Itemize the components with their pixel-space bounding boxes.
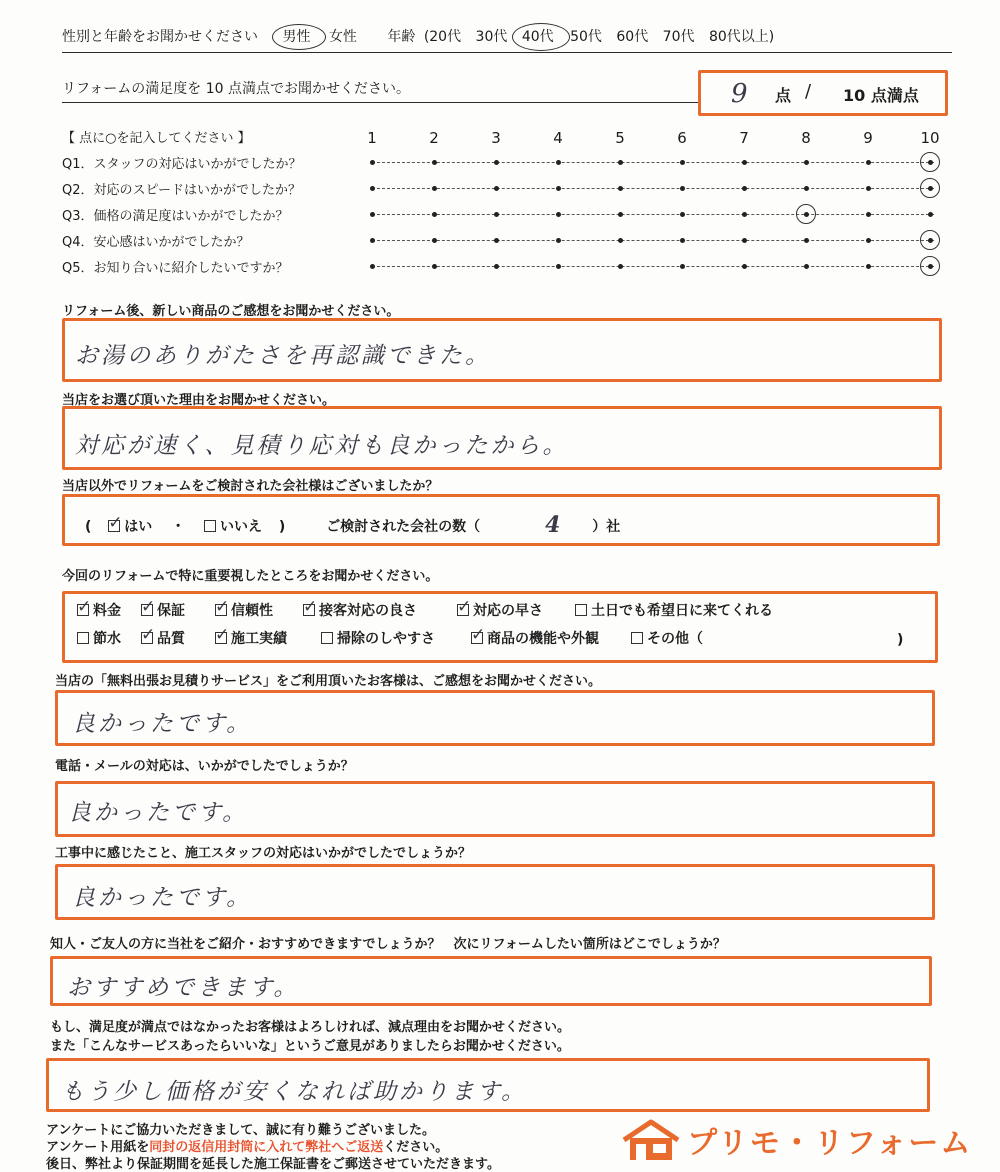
rating-question-label: Q3．価格の満足度はいかがでしたか？: [62, 209, 289, 224]
rating-answer-circle: [796, 204, 816, 224]
rating-answer-circle: [920, 178, 940, 198]
rating-option-dot[interactable]: [804, 264, 809, 269]
rating-option-dot[interactable]: [804, 160, 809, 165]
rating-answer-circle: [920, 230, 940, 250]
footer-line1: アンケートにご協力いただきまして、誠に有り難うございました。: [46, 1123, 435, 1138]
s4-checkbox[interactable]: [457, 604, 469, 616]
s4-option[interactable]: [77, 600, 121, 620]
rating-option-dot[interactable]: [618, 212, 623, 217]
s4-option-label: その他（: [647, 631, 703, 647]
s7-answer: 良かったです。: [72, 885, 253, 911]
s3-yes-label: はい: [124, 519, 153, 535]
score-max: 10 点満点: [843, 86, 919, 105]
rating-option-dot[interactable]: [742, 264, 747, 269]
rating-option-dot[interactable]: [680, 238, 685, 243]
s4-answer-box: [62, 591, 938, 663]
s4-option[interactable]: [631, 628, 703, 648]
s7-answer-box: [55, 864, 935, 920]
rating-option-dot[interactable]: [742, 212, 747, 217]
s5-answer: 良かったです。: [72, 711, 253, 737]
s3-count: 4: [545, 512, 564, 538]
rating-answer-circle: [920, 152, 940, 172]
rating-option-dot[interactable]: [494, 186, 499, 191]
brand-name: プリモ・リフォーム: [687, 1126, 973, 1161]
rating-option-dot[interactable]: [618, 238, 623, 243]
rating-option-dot[interactable]: [432, 238, 437, 243]
rating-option-dot[interactable]: [370, 264, 375, 269]
s4-checkbox[interactable]: [77, 604, 89, 616]
s4-option-label: 料金: [93, 603, 121, 619]
s6-question: 電話・メールの対応は、いかがでしたでしょうか？: [55, 759, 354, 774]
rating-option-dot[interactable]: [370, 160, 375, 165]
scale-number: 4: [553, 129, 563, 147]
rating-option-dot[interactable]: [370, 186, 375, 191]
s7-question: 工事中に感じたこと、施工スタッフの対応はいかがでしたでしょうか？: [55, 846, 472, 861]
s4-checkbox[interactable]: [631, 632, 643, 644]
rating-option-dot[interactable]: [866, 186, 871, 191]
rating-option-dot[interactable]: [804, 238, 809, 243]
s8-answer: おすすめできます。: [67, 975, 300, 1001]
rating-scale-line: [372, 240, 934, 241]
s4-option[interactable]: [471, 628, 599, 648]
age-80: 80代以上): [708, 29, 775, 45]
age-40: 40代: [522, 29, 558, 45]
s4-option[interactable]: [575, 600, 773, 620]
rating-option-dot[interactable]: [494, 264, 499, 269]
score-unit: 点: [775, 86, 792, 105]
age-70: 70代: [662, 29, 695, 45]
rating-option-dot[interactable]: [866, 160, 871, 165]
rating-question-label: Q4．安心感はいかがでしたか？: [62, 235, 250, 250]
satisfaction-rule: [62, 102, 698, 103]
scale-number: 6: [677, 129, 687, 147]
s4-option-label: 保証: [157, 603, 185, 619]
s4-option[interactable]: [457, 600, 543, 620]
s4-option[interactable]: [321, 628, 435, 648]
s3-question: 当店以外でリフォームをご検討された会社様はございましたか？: [62, 479, 439, 494]
s3-open: (: [85, 519, 92, 535]
rating-option-dot[interactable]: [804, 186, 809, 191]
rating-scale-line: [372, 266, 934, 267]
s2-question: 当店をお選び頂いた理由をお聞かせください。: [62, 393, 336, 408]
rating-option-dot[interactable]: [742, 160, 747, 165]
scale-number: 8: [801, 129, 811, 147]
s4-checkbox[interactable]: [141, 604, 153, 616]
footer-line3: 後日、弊社より保証期間を延長した施工保証書をご郵送させていただきます。: [46, 1157, 500, 1172]
scale-number: 1: [367, 129, 377, 147]
s5-question: 当店の「無料出張お見積りサービス」をご利用頂いたお客様は、ご感想をお聞かせください。: [55, 674, 602, 689]
s4-option-label: 接客対応の良さ: [319, 603, 417, 619]
s3-options: [85, 511, 620, 537]
s4-checkbox[interactable]: [215, 604, 227, 616]
s9-question-line2: また「こんなサービスあったらいいな」というご意見がありましたらお聞かせください。: [50, 1039, 570, 1054]
s4-checkbox[interactable]: [303, 604, 315, 616]
rating-option-dot[interactable]: [432, 212, 437, 217]
s4-option-label: 商品の機能や外観: [487, 631, 599, 647]
age-label: 年齢: [387, 29, 416, 45]
s1-question: リフォーム後、新しい商品のご感想をお聞かせください。: [62, 304, 400, 319]
header-rule: [62, 52, 952, 53]
rating-option-dot[interactable]: [432, 264, 437, 269]
s3-answer-box: [62, 494, 940, 546]
s4-checkbox[interactable]: [321, 632, 333, 644]
brand-logo: [620, 1118, 972, 1166]
s4-option-label: 品質: [157, 631, 185, 647]
s3-yes-checkbox[interactable]: [108, 520, 120, 532]
s4-checkbox[interactable]: [77, 632, 89, 644]
score-slash: /: [805, 81, 812, 102]
rating-option-dot[interactable]: [866, 238, 871, 243]
s4-option-label: 掃除のしやすさ: [337, 631, 435, 647]
rating-option-dot[interactable]: [680, 212, 685, 217]
age-30: 30代: [475, 29, 508, 45]
gender-female: 女性: [328, 29, 357, 45]
rating-option-dot[interactable]: [432, 186, 437, 191]
s4-option[interactable]: [141, 628, 185, 648]
rating-option-dot[interactable]: [494, 238, 499, 243]
s3-close: ): [278, 519, 286, 535]
rating-option-dot[interactable]: [556, 238, 561, 243]
rating-option-dot[interactable]: [742, 186, 747, 191]
gender-age-question: [62, 26, 774, 46]
s4-question: 今回のリフォームで特に重要視したところをお聞かせください。: [62, 569, 439, 584]
s4-option-label: 土日でも希望日に来てくれる: [591, 603, 773, 619]
s6-answer-box: [55, 781, 935, 837]
s4-option-label: 節水: [93, 631, 121, 647]
rating-option-dot[interactable]: [370, 238, 375, 243]
s4-checkbox[interactable]: [141, 632, 153, 644]
s4-option-label: 対応の早さ: [473, 603, 543, 619]
s4-option-label: 信頼性: [231, 603, 273, 619]
rating-answer-circle: [920, 256, 940, 276]
rating-option-dot[interactable]: [556, 186, 561, 191]
s4-checkbox[interactable]: [471, 632, 483, 644]
rating-option-dot[interactable]: [680, 264, 685, 269]
scale-number: 7: [739, 129, 749, 147]
male-circle: [272, 24, 326, 50]
rating-option-dot[interactable]: [494, 212, 499, 217]
scale-number: 9: [863, 129, 873, 147]
rating-option-dot[interactable]: [370, 212, 375, 217]
scale-number: 2: [429, 129, 439, 147]
s8-answer-box: [50, 956, 932, 1006]
age-60: 60代: [616, 29, 649, 45]
rating-option-dot[interactable]: [928, 212, 933, 217]
age-20: (20代: [423, 29, 462, 45]
s9-question-line1: もし、満足度が満点ではなかったお客様はよろしければ、減点理由をお聞かせください。: [50, 1020, 571, 1035]
s1-answer: お湯のありがたさを再認識できた。: [75, 343, 491, 369]
s1-answer-box: [62, 318, 942, 382]
rating-option-dot[interactable]: [680, 186, 685, 191]
rating-scale-line: [372, 162, 934, 163]
s4-option[interactable]: [215, 600, 273, 620]
rating-option-dot[interactable]: [866, 212, 871, 217]
rating-option-dot[interactable]: [556, 160, 561, 165]
rating-question-label: Q1．スタッフの対応はいかがでしたか？: [62, 157, 302, 172]
s3-count-suffix: ）社: [592, 519, 621, 535]
scale-number: 10: [920, 129, 940, 147]
age-circle: [512, 23, 570, 51]
s4-option[interactable]: [141, 600, 185, 620]
rating-option-dot[interactable]: [618, 160, 623, 165]
rating-option-dot[interactable]: [742, 238, 747, 243]
scale-number: 3: [491, 129, 501, 147]
rating-scale-line: [372, 214, 934, 215]
s6-answer: 良かったです。: [68, 800, 249, 826]
rating-option-dot[interactable]: [432, 160, 437, 165]
footer-line2-a: アンケート用紙を: [46, 1140, 150, 1155]
s4-option[interactable]: [77, 628, 121, 648]
s4-checkbox[interactable]: [215, 632, 227, 644]
rating-option-dot[interactable]: [556, 264, 561, 269]
rating-scale-line: [372, 188, 934, 189]
rating-question-label: Q5．お知り合いに紹介したいですか？: [62, 261, 289, 276]
gender-label: 性別と年齢をお聞かせください: [62, 29, 258, 45]
score-value: 9: [731, 79, 751, 109]
rating-option-dot[interactable]: [618, 186, 623, 191]
rating-question-label: Q2．対応のスピードはいかがでしたか？: [62, 183, 301, 198]
footer-line2-red: 同封の返信用封筒に入れて弊社へご返送: [149, 1140, 384, 1155]
s8-question: 知人・ご友人の方に当社をご紹介・おすすめできますでしょうか？ 次にリフォームしたい箇所はどこでしょうか？: [50, 937, 726, 952]
score-box: [698, 70, 948, 116]
s4-other-close: ): [897, 632, 904, 648]
rating-option-dot[interactable]: [494, 160, 499, 165]
age-50: 50代: [570, 29, 602, 45]
rating-option-dot[interactable]: [618, 264, 623, 269]
s3-dot: ・: [171, 519, 186, 535]
s9-answer: もう少し価格が安くなれば助かります。: [61, 1079, 528, 1105]
s3-count-label: ご検討された会社の数（: [326, 519, 481, 535]
house-icon: [620, 1118, 682, 1162]
s3-no-checkbox[interactable]: [204, 520, 216, 532]
s4-checkbox[interactable]: [575, 604, 587, 616]
s4-option[interactable]: [215, 628, 287, 648]
s5-answer-box: [55, 690, 935, 746]
rating-option-dot[interactable]: [866, 264, 871, 269]
s4-option-label: 施工実績: [231, 631, 287, 647]
s9-answer-box: [46, 1058, 930, 1112]
s2-answer-box: [62, 406, 942, 470]
rating-option-dot[interactable]: [556, 212, 561, 217]
s4-option[interactable]: [303, 600, 417, 620]
scale-number: 5: [615, 129, 625, 147]
gender-male: 男性: [282, 29, 314, 45]
rating-instruction: 【 点に○を記入してください 】: [62, 131, 251, 146]
footer-line2-b: ください。: [383, 1140, 449, 1155]
s2-answer: 対応が速く、見積り応対も良かったから。: [75, 433, 569, 459]
rating-option-dot[interactable]: [680, 160, 685, 165]
s3-no-label: いいえ: [220, 519, 263, 535]
satisfaction-question: リフォームの満足度を 10 点満点でお聞かせください。: [62, 81, 411, 97]
